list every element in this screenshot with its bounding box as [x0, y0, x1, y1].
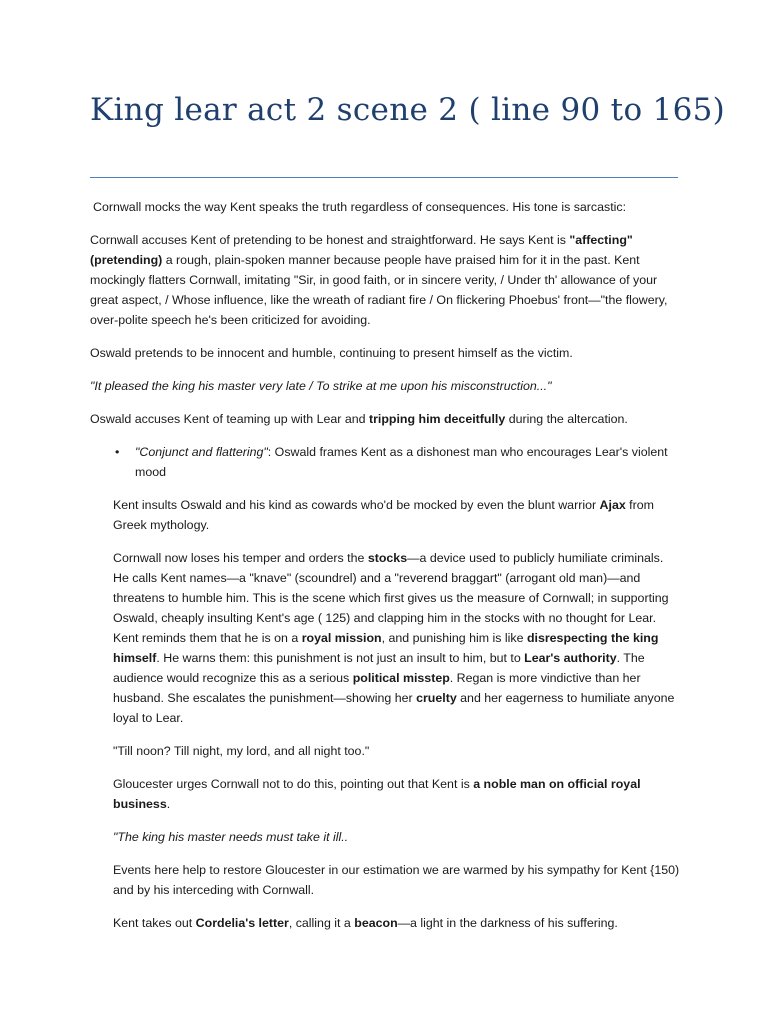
paragraph-oswald-pretends: Oswald pretends to be innocent and humble, continuing to present himself as the victim.: [90, 346, 573, 360]
paragraph-gloucester-urges: [113, 774, 682, 814]
bold-text: tripping him deceitfully: [368, 412, 506, 426]
bold-text: "affecting" (pretending): [90, 233, 633, 267]
bold-text: a noble man on official royal business: [113, 777, 641, 811]
page-title: King lear act 2 scene 2 ( line 90 to 165): [90, 92, 726, 128]
bold-text: cruelty: [416, 691, 457, 705]
text-run: a rough, plain-spoken manner because people have praised him for it in the past. Kent mockingly flatters Cornwall, imitating "Sir, in good faith, or in sincere verity, / Under th' allowance of your great aspect, / Whose influence, like the wreath of radiant fire / On flickering Phoebus' front—"the flowery, over-polite speech he's been criticized for avoiding.: [90, 253, 668, 327]
bold-text: disrespecting the king himself: [113, 631, 659, 665]
text-run: and her eagerness to humiliate anyone loyal to Lear.: [113, 691, 675, 725]
paragraph-kent-insults: [113, 495, 682, 535]
text-run: .: [166, 797, 171, 811]
quote-pleased-the-king: [90, 376, 682, 396]
paragraph-cornwall-accuses: [90, 230, 682, 330]
text-run: , and punishing him is like: [381, 631, 527, 645]
quote-king-his-master: [113, 827, 682, 847]
paragraph-oswald-accuses: [90, 409, 682, 429]
text-run: : Oswald frames Kent as a dishonest man who encourages Lear's violent mood: [135, 445, 668, 479]
paragraph-cornwall-stocks: [113, 548, 682, 728]
text-run: during the altercation.: [505, 412, 628, 426]
bullet-item: [115, 442, 682, 482]
paragraph-cordelia-letter: [113, 913, 682, 933]
text-run: Cornwall accuses Kent of pretending to be honest and straightforward. He says Kent is: [90, 233, 570, 247]
bold-text: beacon: [354, 916, 398, 930]
paragraph-events-restore: Events here help to restore Gloucester in our estimation we are warmed by his sympathy for Kent {150) and by his interceding with Cornwall.: [113, 863, 680, 897]
text-run: Kent takes out: [113, 916, 196, 930]
text-run: Oswald accuses Kent of teaming up with Lear and: [90, 412, 369, 426]
text-run: . The audience would recognize this as a serious: [113, 651, 645, 685]
text-run: Gloucester urges Cornwall not to do this, pointing out that Kent is: [113, 777, 474, 791]
bold-text: Cordelia's letter: [195, 916, 289, 930]
bullet-dot-icon: •: [115, 445, 120, 459]
quote-till-noon: "Till noon? Till night, my lord, and all night too.": [113, 744, 370, 758]
bold-text: royal mission: [301, 631, 382, 645]
bold-text: political misstep: [352, 671, 450, 685]
text-run: —a device used to publicly humiliate criminals. He calls Kent names—a "knave" (scoundrel) and a "reverend braggart" (arrogant old man)—and threatens to humble him. This is the scene which first gives us the measure of Cornwall; in supporting Oswald, cheaply insulting Kent's age ( 125) and clapping him in the stocks with no thought for Lear. Kent reminds them that he is on a: [113, 551, 669, 645]
italic-quote: "It pleased the king his master very late / To strike at me upon his misconstruction...": [90, 379, 552, 393]
text-run: , calling it a: [288, 916, 355, 930]
document-body: [90, 197, 682, 946]
paragraph-intro: Cornwall mocks the way Kent speaks the truth regardless of consequences. His tone is sarcastic:: [93, 200, 627, 214]
bold-text: stocks: [367, 551, 408, 565]
title-divider: [90, 177, 678, 178]
bold-text: Ajax: [599, 498, 626, 512]
text-run: from Greek mythology.: [113, 498, 654, 532]
bold-text: Lear's authority: [524, 651, 617, 665]
text-run: —a light in the darkness of his suffering.: [397, 916, 618, 930]
text-run: Cornwall now loses his temper and orders the: [113, 551, 368, 565]
text-run: Kent insults Oswald and his kind as cowards who'd be mocked by even the blunt warrior: [113, 498, 600, 512]
text-run: . He warns them: this punishment is not just an insult to him, but to: [156, 651, 525, 665]
italic-quote: "Conjunct and flattering": [135, 445, 268, 459]
text-run: . Regan is more vindictive than her husband. She escalates the punishment—showing her: [113, 671, 641, 705]
italic-quote: "The king his master needs must take it ill..: [113, 830, 349, 844]
